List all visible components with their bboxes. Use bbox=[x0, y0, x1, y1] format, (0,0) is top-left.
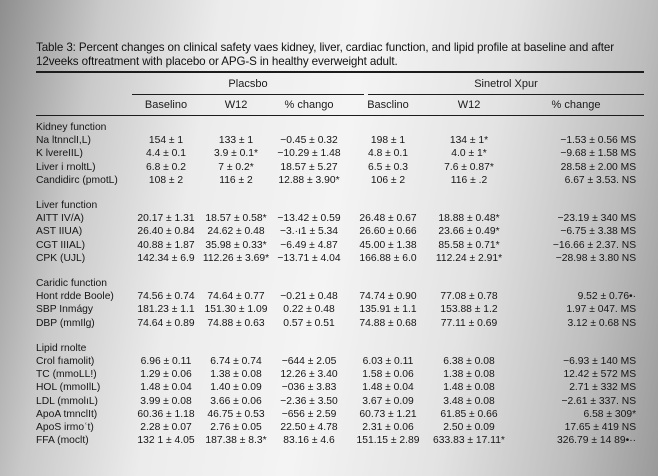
table-row bbox=[36, 381, 644, 394]
placebo-group-header: Placsbo bbox=[228, 78, 268, 90]
table-cell: 9.52 ± 0.76•· bbox=[577, 291, 637, 303]
table-cell: 134 ± 1* bbox=[449, 135, 489, 147]
row-label: Candidirc (pmotL) bbox=[36, 174, 118, 186]
table-cell: 18.57 ± 5.27 bbox=[280, 161, 338, 173]
table-cell: 2.31 ± 0.06 bbox=[362, 422, 414, 434]
table-cell: 142.34 ± 6.9 bbox=[137, 252, 195, 264]
row-label: Crol fıamolit) bbox=[36, 356, 95, 368]
col-header-treatment-baseline: Basclino bbox=[367, 99, 409, 111]
table-row bbox=[36, 212, 644, 225]
top-rule bbox=[36, 71, 644, 73]
row-label: AST IIUA) bbox=[36, 226, 83, 238]
table-cell: 153.88 ± 1.2 bbox=[440, 304, 498, 316]
table-cell: −644 ± 2.05 bbox=[281, 356, 337, 368]
section-header-row bbox=[36, 197, 644, 212]
table-cell: 40.88 ± 1.87 bbox=[137, 239, 195, 251]
table-cell: 151.15 ± 2.89 bbox=[356, 435, 420, 447]
table-cell: 112.24 ± 2.91* bbox=[435, 252, 503, 264]
table-cell: 3.67 ± 0.09 bbox=[362, 395, 414, 407]
table-row bbox=[36, 368, 644, 381]
table-cell: 3.12 ± 0.68 NS bbox=[567, 317, 637, 329]
table-cell: −1.53 ± 0.56 MS bbox=[560, 135, 637, 147]
table-row bbox=[36, 421, 644, 434]
table-cell: 23.66 ± 0.49* bbox=[438, 226, 500, 238]
table-cell: 74.88 ± 0.63 bbox=[207, 317, 265, 329]
row-label: CPK (UJL) bbox=[36, 252, 86, 264]
table-cell: 1.29 ± 0.06 bbox=[140, 369, 192, 381]
table-cell: −13.71 ± 4.04 bbox=[277, 252, 341, 264]
section-spacer bbox=[36, 187, 644, 197]
table-cell: −2.36 ± 3.50 bbox=[280, 395, 338, 407]
col-header-treatment-change: % change bbox=[551, 99, 601, 111]
table-cell: 7.6 ± 0.87* bbox=[444, 161, 494, 173]
table-row bbox=[36, 147, 644, 160]
table-cell: 116 ± 2 bbox=[219, 174, 253, 186]
table-caption: Table 3: Percent changes on clinical safety vaes kidney, liver, cardiac function, and lipid profile at baseline and after 12veeks oftreatment with placebo or APG-S in healthy everweight adult. bbox=[36, 41, 615, 68]
row-label: ApoA tmnclIt) bbox=[36, 408, 98, 420]
table-cell: −0.45 ± 0.32 bbox=[280, 135, 338, 147]
row-label: ApoS irmoʿt) bbox=[36, 422, 94, 434]
table-cell: 12.88 ± 3.90* bbox=[278, 174, 340, 186]
table-cell: 12.26 ± 3.40 bbox=[280, 369, 338, 381]
section-spacer bbox=[36, 330, 644, 340]
col-header-placebo-change: % chango bbox=[284, 99, 334, 111]
table-cell: 6.38 ± 0.08 bbox=[443, 356, 495, 368]
section-title: Caridic function bbox=[36, 278, 107, 290]
table-cell: 1.48 ± 0.04 bbox=[140, 382, 192, 394]
table-cell: 77.08 ± 0.78 bbox=[440, 291, 498, 303]
row-label: FFA (moclt) bbox=[36, 435, 89, 447]
table-row bbox=[36, 355, 644, 368]
table-cell: −6.75 ± 3.38 MS bbox=[560, 226, 637, 238]
table-row bbox=[36, 161, 644, 174]
table-cell: −9.68 ± 1.58 MS bbox=[560, 148, 637, 160]
table-cell: 1.58 ± 0.06 bbox=[362, 369, 414, 381]
table-cell: 106 ± 2 bbox=[370, 174, 406, 186]
header-bottom-rule bbox=[36, 115, 644, 116]
table-cell: 151.30 ± 1.09 bbox=[204, 304, 268, 316]
safety-data-table bbox=[36, 119, 644, 447]
table-cell: 6.5 ± 0.3 bbox=[367, 161, 408, 173]
table-cell: 3.48 ± 0.08 bbox=[443, 395, 495, 407]
table-cell: 112.26 ± 3.69* bbox=[202, 252, 270, 264]
table-cell: −16.66 ± 2.37. NS bbox=[552, 239, 637, 251]
table-cell: 28.58 ± 2.00 MS bbox=[560, 161, 637, 173]
table-cell: 4.4 ± 0.1 bbox=[145, 148, 186, 160]
table-cell: −28.98 ± 3.80 NS bbox=[555, 252, 637, 264]
col-header-placebo-w12: W12 bbox=[224, 99, 248, 111]
table-cell: 7 ± 0.2* bbox=[218, 161, 254, 173]
table-cell: 18.57 ± 0.58* bbox=[205, 213, 267, 225]
table-cell: 4.0 ± 1* bbox=[451, 148, 487, 160]
table-cell: 116 ± .2 bbox=[450, 174, 488, 186]
table-cell: 181.23 ± 1.1 bbox=[137, 304, 195, 316]
table-cell: 12.42 ± 572 MS bbox=[563, 369, 637, 381]
table-row bbox=[36, 434, 644, 447]
table-cell: 3.9 ± 0.1* bbox=[213, 148, 258, 160]
table-cell: 74.74 ± 0.90 bbox=[359, 291, 417, 303]
table-cell: −10.29 ± 1.48 bbox=[277, 148, 341, 160]
table-cell: 60.73 ± 1.21 bbox=[359, 408, 417, 420]
row-label: Na ltnnclI,L) bbox=[36, 135, 91, 147]
table-cell: 1.97 ± 047. MS bbox=[566, 304, 637, 316]
section-spacer bbox=[36, 265, 644, 275]
table-cell: −0.21 ± 0.48 bbox=[280, 291, 338, 303]
table-cell: −3.·ı1 ± 5.34 bbox=[279, 226, 339, 238]
table-cell: 2.28 ± 0.07 bbox=[140, 422, 192, 434]
table-cell: 132 1 ± 4.05 bbox=[137, 435, 195, 447]
table-cell: 135.91 ± 1.1 bbox=[359, 304, 417, 316]
table-cell: 6.03 ± 0.11 bbox=[362, 356, 414, 368]
table-cell: 2.76 ± 0.05 bbox=[210, 422, 262, 434]
table-cell: 1.38 ± 0.08 bbox=[443, 369, 495, 381]
col-header-placebo-baseline: Baselino bbox=[144, 99, 188, 111]
table-row bbox=[36, 290, 644, 303]
table-cell: 83.16 ± 4.6 bbox=[283, 435, 335, 447]
row-label: SBP Inmágy bbox=[36, 304, 94, 316]
row-label: HOL (mmoIlL) bbox=[36, 382, 101, 394]
row-label: TC (mmoLL!) bbox=[36, 369, 97, 381]
row-label: K lvereIIL) bbox=[36, 148, 83, 160]
table-cell: −13.42 ± 0.59 bbox=[277, 213, 341, 225]
table-cell: 133 ± 1 bbox=[218, 135, 254, 147]
table-row bbox=[36, 174, 644, 187]
table-row bbox=[36, 239, 644, 252]
placebo-group-rule bbox=[132, 94, 364, 95]
table-cell: 166.88 ± 6.0 bbox=[359, 252, 417, 264]
table-cell: 1.48 ± 0.04 bbox=[362, 382, 414, 394]
table-cell: 0.57 ± 0.51 bbox=[283, 317, 335, 329]
section-header-row bbox=[36, 275, 644, 290]
table-cell: −23.19 ± 340 MS bbox=[557, 213, 637, 225]
treatment-group-header: Sinetrol Xpur bbox=[474, 78, 538, 90]
table-cell: 77.11 ± 0.69 bbox=[440, 317, 498, 329]
table-row bbox=[36, 303, 644, 316]
table-cell: 1.38 ± 0.08 bbox=[210, 369, 262, 381]
table-cell: 74.56 ± 0.74 bbox=[137, 291, 195, 303]
table-cell: 6.74 ± 0.74 bbox=[210, 356, 262, 368]
table-row bbox=[36, 252, 644, 265]
table-cell: 198 ± 1 bbox=[370, 135, 406, 147]
table-cell: 26.40 ± 0.84 bbox=[137, 226, 195, 238]
table-cell: 22.50 ± 4.78 bbox=[280, 422, 338, 434]
table-cell: 3.99 ± 0.08 bbox=[140, 395, 192, 407]
table-cell: 35.98 ± 0.33* bbox=[205, 239, 267, 251]
table-row bbox=[36, 317, 644, 330]
table-cell: 74.64 ± 0.89 bbox=[137, 317, 195, 329]
row-label: DBP (mmIlg) bbox=[36, 317, 95, 329]
table-cell: 633.83 ± 17.11* bbox=[433, 435, 505, 447]
table-cell: 1.48 ± 0.08 bbox=[443, 382, 495, 394]
row-label: Hont rdde Boole) bbox=[36, 291, 114, 303]
table-cell: −6.49 ± 4.87 bbox=[280, 239, 338, 251]
table-cell: 187.38 ± 8.3* bbox=[205, 435, 267, 447]
table-row bbox=[36, 134, 644, 147]
section-title: Liver function bbox=[36, 200, 98, 212]
table-cell: 3.66 ± 0.06 bbox=[210, 395, 262, 407]
section-title: Kidney function bbox=[36, 122, 107, 133]
table-cell: 61.85 ± 0.66 bbox=[440, 408, 498, 420]
table-cell: 17.65 ± 419 NS bbox=[564, 422, 637, 434]
table-cell: 326.79 ± 14 89•·· bbox=[556, 435, 637, 447]
table-cell: 4.8 ± 0.1 bbox=[367, 148, 408, 160]
row-label: AITT IV/A) bbox=[36, 213, 84, 225]
row-label: Liver i rnoltL) bbox=[36, 161, 96, 173]
table-cell: 46.75 ± 0.53 bbox=[207, 408, 265, 420]
table-cell: −036 ± 3.83 bbox=[281, 382, 337, 394]
table-row bbox=[36, 395, 644, 408]
section-header-row bbox=[36, 119, 644, 134]
table-cell: 45.00 ± 1.38 bbox=[359, 239, 417, 251]
table-cell: 24.62 ± 0.48 bbox=[207, 226, 265, 238]
table-cell: 60.36 ± 1.18 bbox=[137, 408, 195, 420]
table-cell: 0.22 ± 0.48 bbox=[283, 304, 335, 316]
table-cell: 2.71 ± 332 MS bbox=[569, 382, 637, 394]
table-cell: 154 ± 1 bbox=[148, 135, 184, 147]
table-cell: 6.96 ± 0.11 bbox=[140, 356, 192, 368]
table-cell: 18.88 ± 0.48* bbox=[438, 213, 500, 225]
table-row bbox=[36, 408, 644, 421]
row-label: LDL (mmolıL) bbox=[36, 395, 98, 407]
section-title: Lipid rnolte bbox=[36, 342, 87, 354]
treatment-group-rule bbox=[368, 94, 644, 95]
table-cell: 108 ± 2 bbox=[148, 174, 184, 186]
table-cell: 6.8 ± 0.2 bbox=[145, 161, 186, 173]
row-label: CGT IIIAL) bbox=[36, 239, 86, 251]
table-cell: 26.48 ± 0.67 bbox=[359, 213, 417, 225]
section-header-row bbox=[36, 340, 644, 355]
table-cell: 2.50 ± 0.09 bbox=[443, 422, 495, 434]
table-row bbox=[36, 225, 644, 238]
table-cell: −6.93 ± 140 MS bbox=[563, 356, 637, 368]
table-cell: 20.17 ± 1.31 bbox=[137, 213, 195, 225]
table-cell: 26.60 ± 0.66 bbox=[359, 226, 417, 238]
table-cell: −656 ± 2.59 bbox=[281, 408, 337, 420]
table-cell: 74.88 ± 0.68 bbox=[359, 317, 417, 329]
table-cell: 6.58 ± 309* bbox=[583, 408, 637, 420]
table-cell: 85.58 ± 0.71* bbox=[438, 239, 500, 251]
table-cell: 74.64 ± 0.77 bbox=[207, 291, 265, 303]
col-header-treatment-w12: W12 bbox=[457, 99, 481, 111]
table-cell: 6.67 ± 3.53. NS bbox=[564, 174, 637, 186]
table-cell: 1.40 ± 0.09 bbox=[210, 382, 262, 394]
table-cell: −2.61 ± 337. NS bbox=[561, 395, 637, 407]
